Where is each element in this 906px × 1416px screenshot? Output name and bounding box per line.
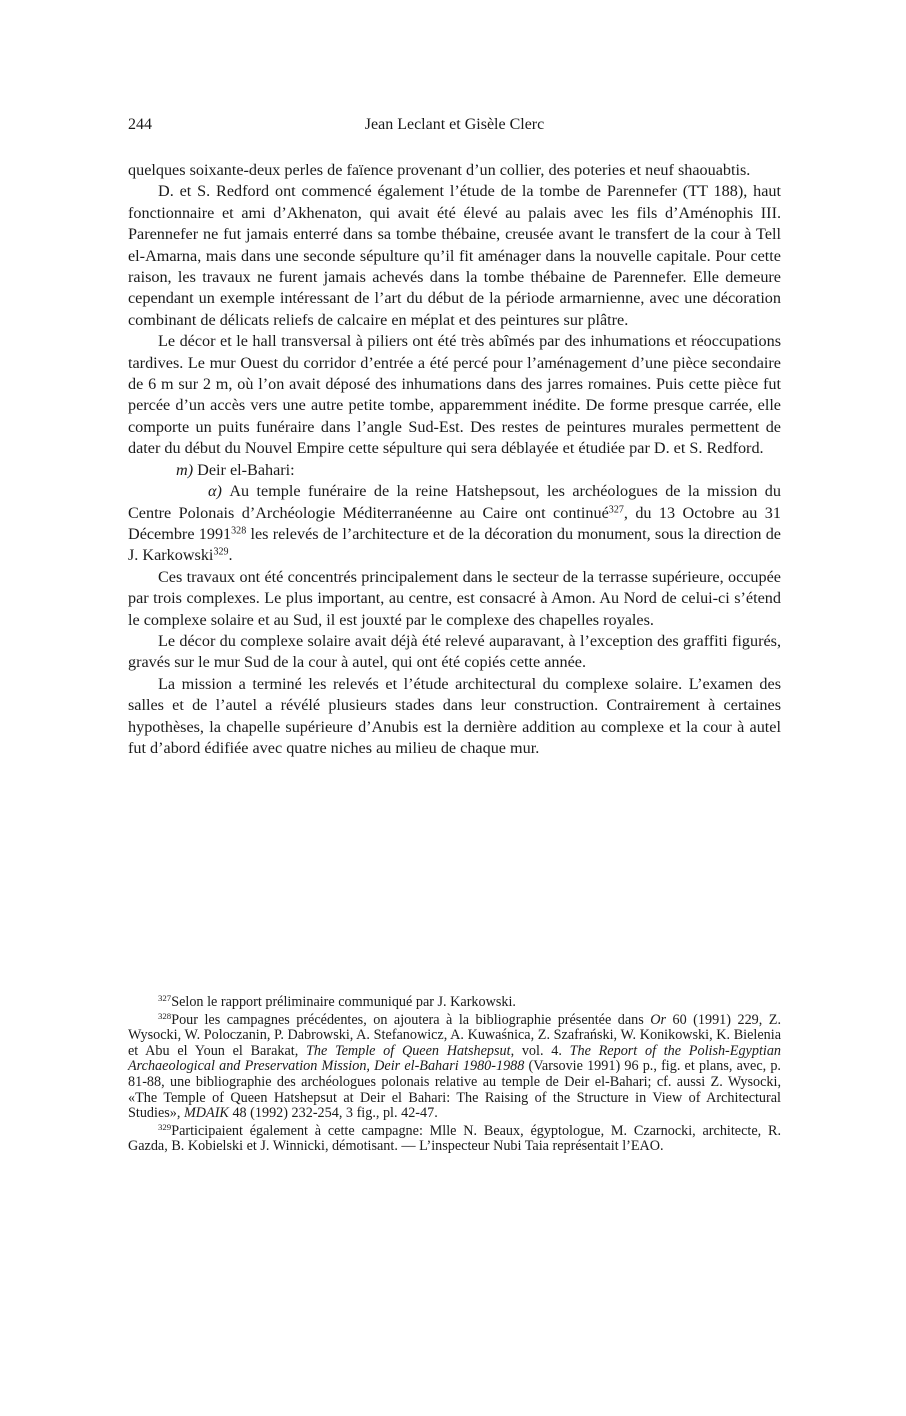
footnote: $^{327}$Selon le rapport préliminaire communiqué par J. Karkowski. — [158, 993, 516, 1010]
paragraph: La mission a terminé les relevés et l’étude architectural du complexe solaire. L’examen des salles et de l’autel a révélé plusieurs stades dans leur construction. Contrairement à certaines hypothèses, la chapelle supérieure d’Anubis est la dernière addition au complexe et la cour à autel fut d’abord édifiée avec quatre niches au milieu de chaque mur. — [128, 674, 781, 757]
footnote: $^{328}$Pour les campagnes précédentes, on ajoutera à la bibliographie présentée dans Or 60 (1991) 229, Z. Wysocki, W. Poloczanin, P. Dabrowski, A. Stefanowicz, A. Kuwaśnica, Z. Szafrański, W. Konikowski, K. Bielenia et Abu el Youn el Barakat, The Temple of Queen Hatshepsut, vol. 4. The Report of the Polish-Egyptian Archaeological and Preservation Mission, Deir el-Bahari 1980-1988 (Varsovie 1991) 96 p., fig. et plans, avec, p. 81-88, une bibliographie des archéologues polonais relative au temple de Deir el-Bahari; cf. aussi Z. Wysocki, «The Temple of Queen Hatshepsut at Deir el Bahari: The Raising of the Structure in View of Architectural Studies», MDAIK 48 (1992) 232-254, 3 fig., pl. 42-47. — [128, 1010, 782, 1122]
section-title: Deir el-Bahari: — [193, 460, 295, 479]
paragraph: Le décor et le hall transversal à piliers ont été très abîmés par des inhumations et réoccupations tardives. Le mur Ouest du corridor d’entrée a été percé pour l’aménagement d’une pièce secondaire de 6 m sur 2 m, où l’on avait déposé des inhumations dans des jarres romaines. Puis cette pièce fut percée d’un accès vers une autre petite tombe, apparemment inédite. De forme presque carrée, elle comporte un puits funéraire dans l’angle Sud-Est. Des restes de peintures murales permettent de dater du début du Nouvel Empire cette sépulture qui sera déblayée et étudiée par D. et S. Redford. — [128, 332, 781, 458]
paragraph: Le décor du complexe solaire avait déjà été relevé auparavant, à l’exception des graffiti figurés, gravés sur le mur Sud de la cour à autel, qui ont été copiés cette année. — [128, 631, 781, 672]
footnote: $^{329}$Participaient également à cette campagne: Mlle N. Beaux, égyptologue, M. Czarnocki, architecte, R. Gazda, B. Kobielski et J. Winnicki, démotisant. — L’inspecteur Nubi Taia représentait l’EAO. — [128, 1121, 781, 1155]
subsection-marker: α) — [208, 482, 222, 501]
footnote-ref[interactable]: 327 — [608, 503, 624, 515]
footnote-ref[interactable]: 328 — [231, 525, 247, 537]
paragraph: α) Au temple funéraire de la reine Hatshepsout, les archéologues de la mission du Centre Polonais d’Archéologie Méditerranéenne au Caire ont continué$^{327}$, du 13 Octobre au 31 Décembre 1991$^{328}$ les relevés de l’architecture et de la décoration du monument, sous la direction de J. Karkowski$^{329}$. — [128, 482, 781, 565]
footnote-number: 327 — [158, 993, 172, 1004]
section-marker: m) — [176, 460, 194, 479]
paragraph: quelques soixante-deux perles de faïence provenant d’un collier, des poteries et neuf shaouabtis. — [128, 161, 751, 179]
footnotes — [128, 995, 781, 1157]
page-header — [128, 116, 781, 140]
footnote-number: 329 — [158, 1121, 172, 1132]
body-text — [128, 160, 781, 759]
paragraph: D. et S. Redford ont commencé également l’étude de la tombe de Parennefer (TT 188), haut fonctionnaire et ami d’Akhenaton, qui avait été élevé au palais avec les fils d’Aménophis III. Parennefer ne fut jamais enterré dans sa tombe thébaine, creusée avant le transfert de la cour à Tell el-Amarna, mais dans une seconde sépulture qu’il fit aménager dans la nouvelle capitale. Pour cette raison, les travaux ne furent jamais achevés dans la tombe thébaine de Parennefer. Elle demeure cependant un exemple intéressant de l’art du début de la période armarnienne, avec une décoration combinant de délicats reliefs de calcaire en méplat et des peintures sur plâtre. — [128, 182, 781, 329]
page-number: 244 — [128, 116, 152, 133]
paragraph: Ces travaux ont été concentrés principalement dans le secteur de la terrasse supérieure, occupée par trois complexes. Le plus important, au centre, est consacré à Amon. Au Nord de celui-ci s’étend le complexe solaire et au Sud, il est jouxté par le complexe des chapelles royales. — [128, 567, 781, 629]
section-heading — [128, 460, 781, 481]
footnote-ref[interactable]: 329 — [213, 546, 229, 558]
running-head: Jean Leclant et Gisèle Clerc — [364, 116, 545, 133]
footnote-number: 328 — [158, 1010, 172, 1021]
